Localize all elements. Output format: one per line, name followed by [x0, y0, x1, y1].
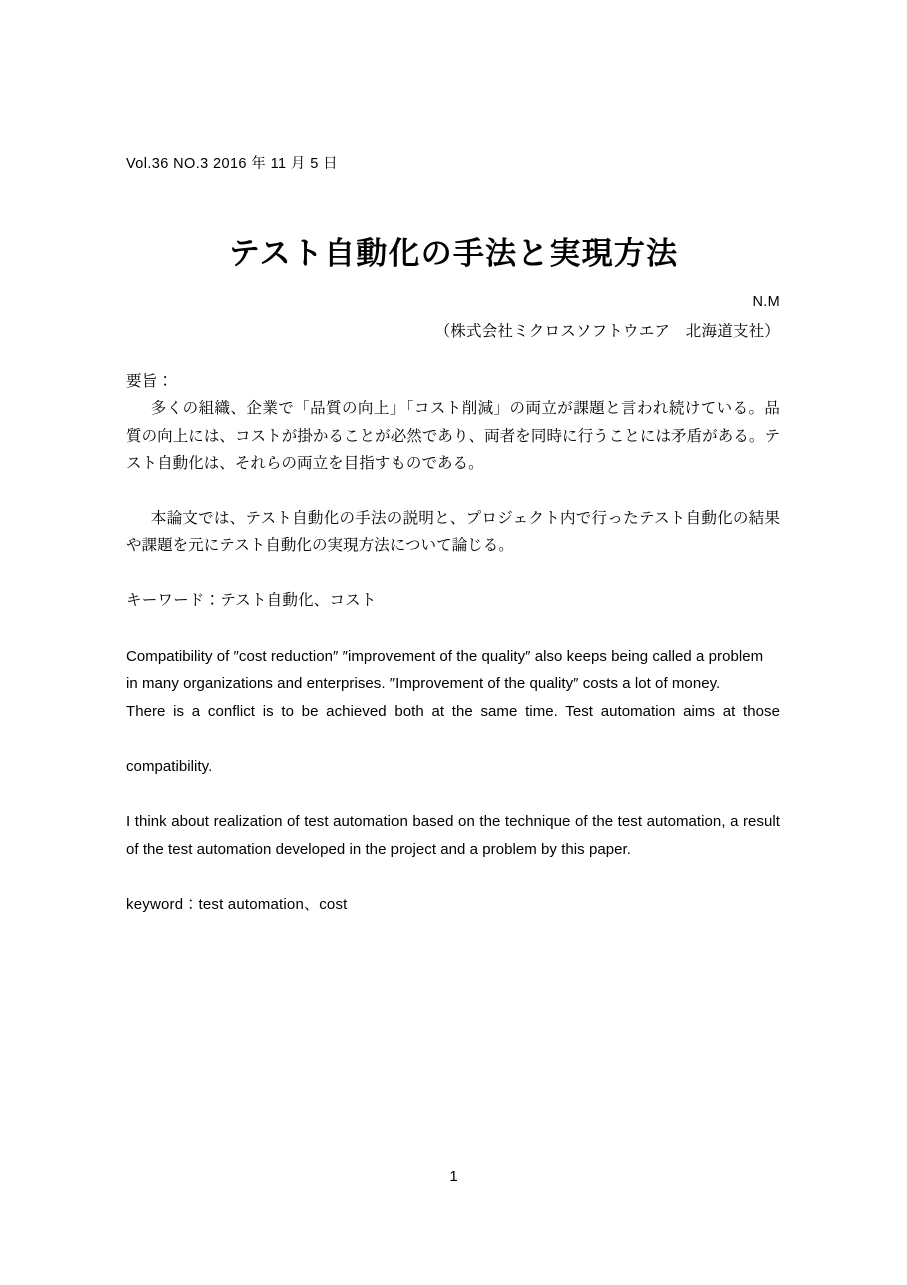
abstract-en-paragraph-2: I think about realization of test automation based on the technique of the test automation, a result of the test automation developed in the project and a problem by this paper.	[126, 813, 780, 858]
abstract-en-paragraph-1-line-3	[126, 698, 780, 753]
english-paragraph-spacer	[126, 780, 780, 808]
abstract-label-ja: 要旨：	[126, 373, 174, 390]
keywords-ja: キーワード：テスト自動化、コスト	[126, 591, 377, 609]
abstract-ja-paragraph-1: 多くの組織、企業で「品質の向上」「コスト削減」の両立が課題と言われ続けている。品質の向上には、コストが掛かることが必然であり、両者を同時に行うことには矛盾がある。テスト自動化は、それらの両立を目指すものである。	[126, 400, 780, 472]
keywords-en: keyword：test automation、cost	[126, 896, 348, 913]
page-title: テスト自動化の手法と実現方法	[228, 235, 679, 271]
document-body	[126, 368, 780, 918]
author-block	[435, 288, 780, 346]
abstract-en-paragraph-1-line-4: compatibility.	[126, 757, 213, 775]
page-number: 1	[449, 1168, 458, 1185]
abstract-en-block	[126, 643, 780, 919]
author-name: N.M	[752, 294, 780, 310]
author-affiliation: （株式会社ミクロスソフトウエア 北海道支社）	[434, 323, 780, 340]
abstract-en-line-3-text: There is a conflict is to be achieved both at the same time. Test automation aims at those	[126, 702, 780, 720]
journal-issue-line: Vol.36 NO.3 2016 年 11 月 5 日	[126, 156, 339, 172]
abstract-en-paragraph-1-line-1: Compatibility of ″cost reduction″ ″improvement of the quality″ also keeps being called a problem	[126, 647, 764, 665]
paragraph-spacer	[126, 478, 780, 505]
abstract-en-paragraph-1-line-2: in many organizations and enterprises. ″Improvement of the quality″ costs a lot of money.	[126, 675, 721, 692]
abstract-ja-paragraph-2: 本論文では、テスト自動化の手法の説明と、プロジェクト内で行ったテスト自動化の結果や課題を元にテスト自動化の実現方法について論じる。	[126, 509, 780, 554]
